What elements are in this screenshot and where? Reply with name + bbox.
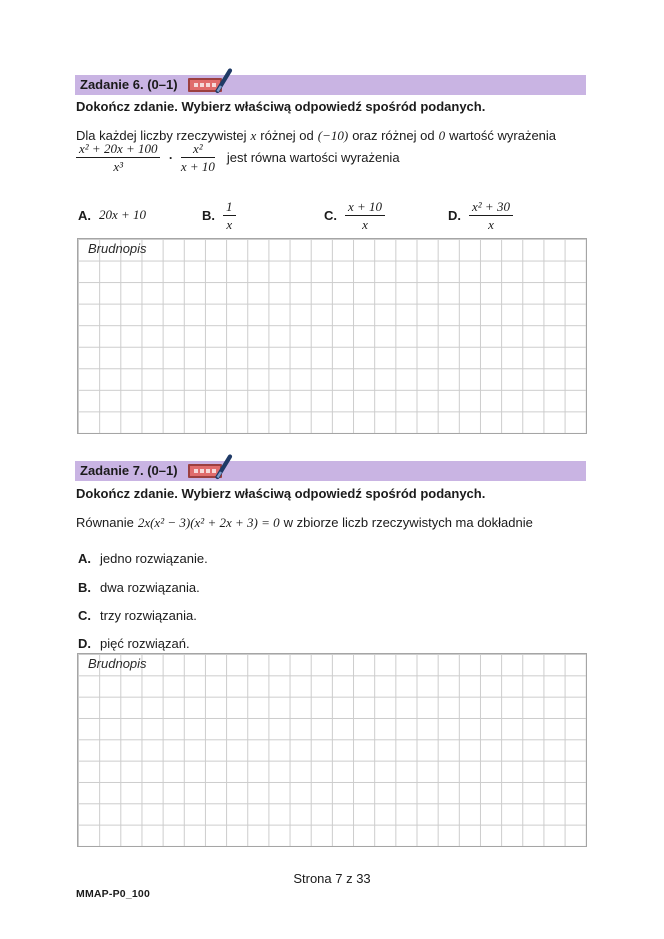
option-label: C.	[78, 608, 91, 623]
pen-icon	[213, 452, 235, 480]
scratch-label: Brudnopis	[88, 656, 147, 671]
option-label: D.	[448, 207, 461, 223]
option-text: trzy rozwiązania.	[100, 608, 197, 623]
option-label: A.	[78, 207, 91, 223]
task7-instruction: Dokończ zdanie. Wybierz właściwą odpowiedź spośród podanych.	[76, 486, 486, 501]
task6-options	[0, 197, 664, 233]
fraction-denominator: x	[362, 216, 368, 232]
fraction	[469, 199, 513, 232]
fraction-denominator: x + 10	[180, 159, 215, 174]
answer-sheet-marker	[188, 463, 258, 479]
statement-text: wartość wyrażenia	[449, 128, 557, 143]
fraction-denominator: x	[226, 216, 233, 232]
task7-title: Zadanie 7. (0–1)	[80, 463, 178, 478]
option-label: B.	[78, 580, 91, 595]
option-label: B.	[202, 207, 215, 223]
scratch-label: Brudnopis	[88, 241, 147, 256]
answer-box-square	[200, 469, 204, 473]
fraction	[76, 141, 160, 174]
answer-box-square	[206, 83, 210, 87]
task6-instruction: Dokończ zdanie. Wybierz właściwą odpowiedź spośród podanych.	[76, 99, 486, 114]
option-d	[78, 636, 190, 652]
statement-text: jest równa wartości wyrażenia	[226, 150, 400, 165]
statement-text: Równanie	[76, 515, 134, 530]
option-text: pięć rozwiązań.	[100, 636, 190, 651]
task6-title: Zadanie 6. (0–1)	[80, 77, 178, 92]
option-d	[448, 197, 513, 233]
option-c	[78, 608, 197, 624]
option-text: jedno rozwiązanie.	[100, 551, 208, 566]
statement-text: w zbiorze liczb rzeczywistych ma dokładnie	[283, 515, 533, 530]
option-b	[78, 580, 200, 596]
fraction	[181, 141, 215, 174]
task7-scratch-grid	[77, 653, 587, 847]
option-text: dwa rozwiązania.	[100, 580, 200, 595]
math-variable: x	[250, 128, 257, 143]
task7-header-bar	[75, 461, 586, 481]
pen-icon	[213, 66, 235, 94]
fraction-numerator: x² + 20x + 100	[76, 141, 160, 158]
multiplication-dot: ·	[168, 149, 173, 165]
option-a	[78, 197, 146, 233]
task6-header-bar	[75, 75, 586, 95]
fraction	[223, 199, 236, 232]
page-number: Strona 7 z 33	[293, 871, 371, 886]
answer-box-square	[194, 83, 198, 87]
fraction-denominator: x	[488, 216, 494, 232]
fraction	[345, 199, 385, 232]
fraction-numerator: x² + 30	[469, 199, 513, 216]
task7-statement	[76, 514, 596, 531]
answer-box-square	[194, 469, 198, 473]
fraction-denominator: x³	[113, 159, 124, 174]
sheet-code: MMAP-P0_100	[76, 888, 150, 900]
fraction-numerator: x + 10	[345, 199, 385, 216]
answer-sheet-marker	[188, 77, 258, 93]
answer-box-square	[206, 469, 210, 473]
math-value: (−10)	[317, 128, 349, 143]
statement-text: różnej od	[260, 128, 314, 143]
math-equation: 2x(x² − 3)(x² + 2x + 3) = 0	[137, 515, 280, 530]
option-c	[324, 197, 385, 233]
option-label: A.	[78, 551, 91, 566]
option-expression: 20x + 10	[99, 207, 147, 222]
option-b	[202, 197, 236, 233]
option-label: C.	[324, 207, 337, 223]
fraction-numerator: 1	[223, 199, 236, 216]
statement-text: Dla każdej liczby rzeczywistej	[76, 128, 247, 143]
task6-scratch-grid	[77, 238, 587, 434]
option-label: D.	[78, 636, 91, 651]
task6-expression	[76, 141, 400, 174]
option-a	[78, 551, 208, 567]
statement-text: oraz różnej od	[352, 128, 435, 143]
math-value: 0	[438, 128, 446, 143]
fraction-numerator: x²	[181, 141, 215, 158]
answer-box-square	[200, 83, 204, 87]
